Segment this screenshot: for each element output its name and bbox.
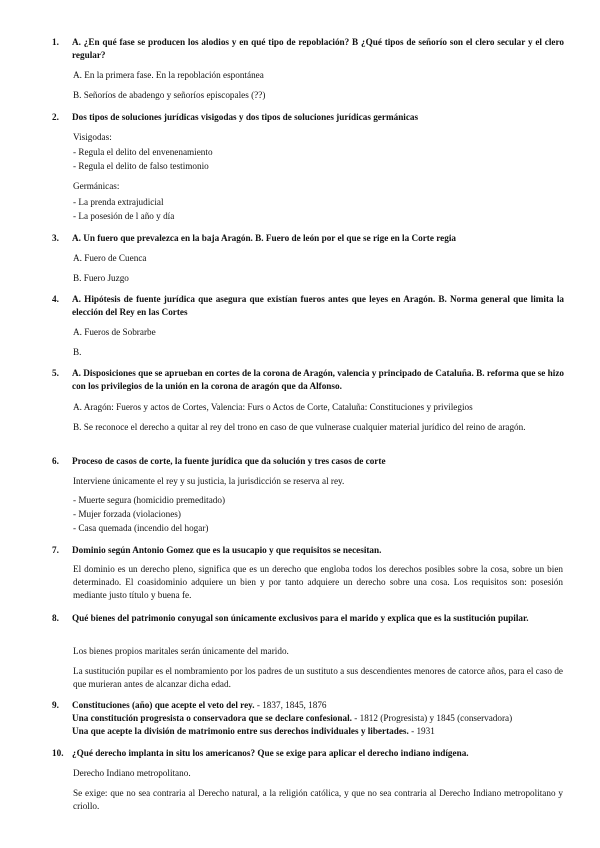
question-4 — [52, 293, 564, 319]
answer-line: Los bienes propios maritales serán únicamente del marido. — [73, 646, 289, 656]
sub-question-label: Una que acepte la división de matrimonio entre sus derechos individuales y libertades. — [72, 726, 409, 736]
answer-line: B. Fuero Juzgo — [73, 273, 129, 283]
answer-paragraph: B. Se reconoce el derecho a quitar al rey del trono en caso de que vulnerase cualquier material jurídico del reino de aragón. — [73, 422, 526, 432]
answer-line: Visigodas: — [73, 132, 112, 142]
question-title-answer: - 1837, 1845, 1876 — [254, 700, 327, 710]
question-title: Qué bienes del patrimonio conyugal son únicamente exclusivos para el marido y explica que es la sustitución pupilar. — [72, 613, 529, 623]
answer-paragraph: Se exige: que no sea contraria al Derecho natural, a la religión católica, y que no sea contraria al Derecho Indiano metropolitano y criollo. — [73, 788, 563, 811]
question-title — [72, 699, 564, 712]
answer-line: - Muerte segura (homicidio premeditado) — [73, 495, 226, 505]
question-number: 10. — [52, 748, 64, 758]
answer-line: Derecho Indiano metropolitano. — [73, 768, 191, 778]
question-number: 3. — [52, 233, 59, 243]
answer-line: - Regula el delito del envenenamiento — [73, 147, 213, 157]
question-2 — [52, 111, 564, 124]
sub-question-answer: - 1931 — [408, 726, 435, 736]
question-9 — [52, 699, 564, 738]
answer-line: Interviene únicamente el rey y su justicia, la jurisdicción se reserva al rey. — [73, 476, 345, 486]
sub-question — [72, 712, 564, 725]
question-number: 5. — [52, 368, 59, 378]
question-title-text: Constituciones (año) que acepte el veto del rey. — [72, 700, 255, 710]
question-number: 1. — [52, 37, 59, 47]
question-number: 7. — [52, 545, 59, 555]
question-10 — [52, 747, 564, 760]
question-title: A. Disposiciones que se aprueban en cortes de la corona de Aragón, valencia y principado de Cataluña. B. reforma que se hizo con los privilegios de la unión en la corona de aragón que da Alfonso. — [72, 368, 564, 391]
question-6 — [52, 455, 564, 468]
question-3 — [52, 232, 564, 245]
answer-paragraph: El dominio es un derecho pleno, significa que es un derecho que engloba todos los derechos posibles sobre la cosa, sobre un bien determinado. El coasidominio adquiere un bien y por tanto adquiere un derecho sobre una cosa. Los requisitos son: posesión mediante justo título y buena fe. — [73, 564, 563, 600]
question-number: 2. — [52, 112, 59, 122]
sub-question-answer: - 1812 (Progresista) y 1845 (conservadora) — [351, 713, 513, 723]
answer-line: A. Fuero de Cuenca — [73, 253, 147, 263]
question-title: A. Un fuero que prevalezca en la baja Aragón. B. Fuero de león por el que se rige en la Corte regia — [72, 233, 456, 243]
answer-line: A. Fueros de Sobrarbe — [73, 327, 156, 337]
answer-line: A. Aragón: Fueros y actos de Cortes, Valencia: Furs o Actos de Corte, Cataluña: Constituciones y privilegios — [73, 402, 473, 412]
answer-paragraph: La sustitución pupilar es el nombramiento por los padres de un sustituto a sus descendientes menores de catorce años, para el caso de que murieran antes de alcanzar dicha edad. — [73, 666, 563, 689]
question-number: 6. — [52, 456, 59, 466]
answer-line: B. Señoríos de abadengo y señoríos episcopales (??) — [73, 90, 266, 100]
answer-line: - Mujer forzada (violaciones) — [73, 509, 181, 519]
question-title: Dos tipos de soluciones jurídicas visigodas y dos tipos de soluciones jurídicas germánicas — [72, 112, 419, 122]
answer-line: A. En la primera fase. En la repoblación espontánea — [73, 70, 264, 80]
question-5 — [52, 367, 564, 393]
answer-line: - Regula el delito de falso testimonio — [73, 161, 209, 171]
answer-line: B. — [73, 347, 82, 357]
sub-question-label: Una constitución progresista o conservadora que se declare confesional. — [72, 713, 352, 723]
question-number: 8. — [52, 613, 59, 623]
sub-question — [72, 725, 564, 738]
answer-line: - La posesión de l año y día — [73, 211, 175, 221]
answer-line: - La prenda extrajudicial — [73, 197, 164, 207]
question-8 — [52, 612, 564, 625]
question-1 — [52, 36, 564, 62]
question-title: Dominio según Antonio Gomez que es la usucapio y que requisitos se necesitan. — [72, 545, 382, 555]
question-7 — [52, 544, 564, 557]
answer-line: Germánicas: — [73, 181, 120, 191]
question-title: A. Hipótesis de fuente jurídica que asegura que existían fueros antes que leyes en Aragón. B. Norma general que limita la elección del Rey en las Cortes — [72, 294, 564, 317]
question-number: 9. — [52, 700, 59, 710]
question-title: ¿Qué derecho implanta in situ los americanos? Que se exige para aplicar el derecho indiano indígena. — [72, 748, 469, 758]
answer-line: - Casa quemada (incendio del hogar) — [73, 523, 209, 533]
question-title: Proceso de casos de corte, la fuente jurídica que da solución y tres casos de corte — [72, 456, 386, 466]
question-title: A. ¿En qué fase se producen los alodios y en qué tipo de repoblación? B ¿Qué tipos de señorío son el clero secular y el clero regular? — [72, 37, 564, 60]
question-number: 4. — [52, 294, 59, 304]
